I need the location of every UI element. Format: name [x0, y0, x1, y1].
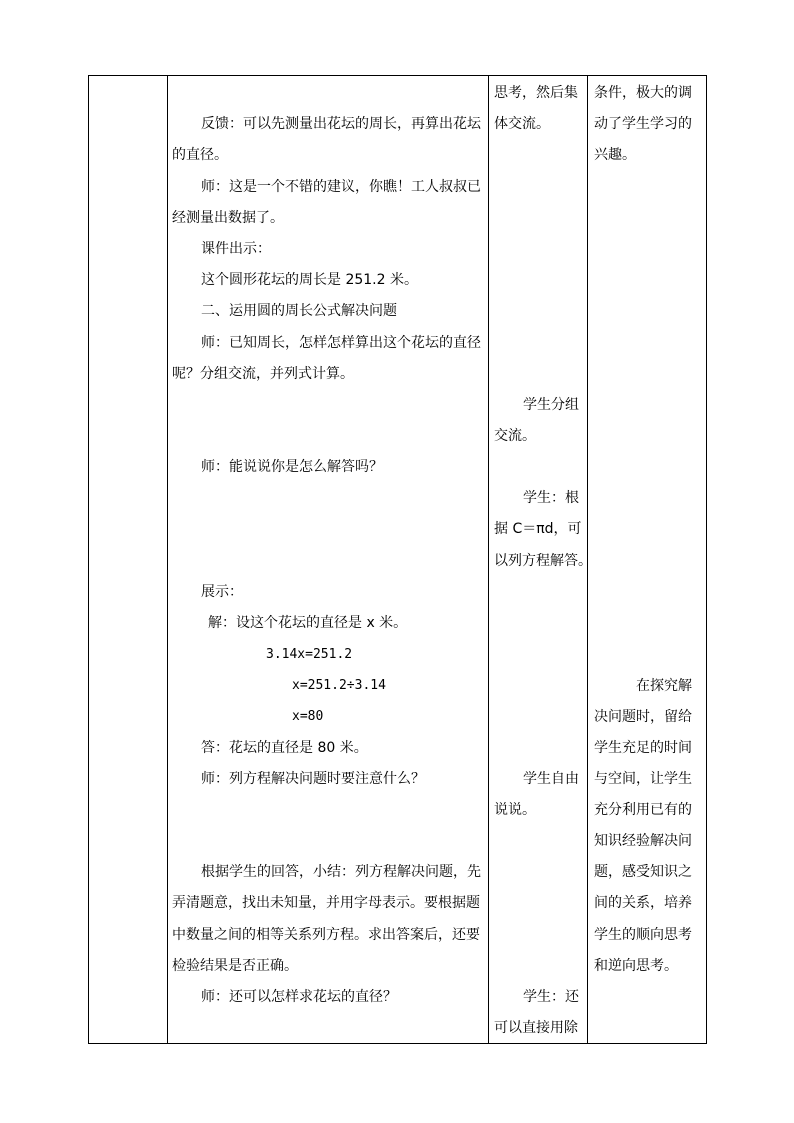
student-activity-line: 体交流。: [494, 116, 550, 132]
design-intent-line: 间的关系，培养: [594, 895, 692, 911]
design-intent-line: 动了学生学习的: [594, 116, 692, 132]
design-intent-line: 在探究解: [636, 678, 692, 694]
design-intent-line: 决问题时，留给: [594, 709, 692, 725]
student-activity-line: 学生分组: [523, 397, 579, 413]
student-activity-line: 据 C＝πd，可: [494, 521, 582, 537]
equation-line: x=251.2÷3.14: [292, 678, 386, 693]
student-activity-line: 以列方程解答。: [494, 553, 592, 569]
equation-line: x=80: [292, 709, 324, 724]
process-line: 弄清题意，找出未知量，并用字母表示。要根据题: [172, 895, 480, 911]
process-line: 师：能说说你是怎么解答吗？: [201, 459, 383, 475]
process-line: 呢？分组交流，并列式计算。: [172, 366, 354, 382]
student-activity-line: 学生：根: [523, 490, 579, 506]
student-activity-line: 交流。: [494, 428, 536, 444]
process-line: 课件出示：: [201, 241, 271, 257]
process-line: 师：还可以怎样求花坛的直径？: [201, 989, 397, 1005]
section-heading: 二、运用圆的周长公式解决问题: [201, 303, 397, 319]
column-divider: [167, 76, 168, 1043]
equation-line: 3.14x=251.2: [266, 647, 353, 662]
student-activity-line: 可以直接用除: [494, 1020, 578, 1036]
design-intent-line: 学生充足的时间: [594, 740, 692, 756]
process-line: 中数量之间的相等关系列方程。求出答案后，还要: [172, 927, 480, 943]
student-activity-line: 思考，然后集: [494, 85, 578, 101]
process-line: 师：已知周长，怎样怎样算出这个花坛的直径: [201, 335, 481, 351]
process-line: 这个圆形花坛的周长是 251.2 米。: [201, 272, 418, 288]
process-line: 展示：: [201, 584, 243, 600]
design-intent-line: 知识经验解决问: [594, 833, 692, 849]
process-line: 师：列方程解决问题时要注意什么？: [201, 771, 425, 787]
column-divider: [488, 76, 489, 1043]
student-activity-line: 说说。: [494, 802, 536, 818]
process-line: 反馈：可以先测量出花坛的周长，再算出花坛: [201, 116, 481, 132]
design-intent-line: 和逆向思考。: [594, 958, 678, 974]
process-line: 师：这是一个不错的建议，你瞧！工人叔叔已: [201, 179, 481, 195]
design-intent-line: 与空间，让学生: [594, 771, 692, 787]
design-intent-line: 兴趣。: [594, 147, 636, 163]
design-intent-line: 学生的顺向思考: [594, 927, 692, 943]
student-activity-line: 学生自由: [523, 771, 579, 787]
solution-line: 解：设这个花坛的直径是 x 米。: [208, 615, 408, 631]
design-intent-line: 条件，极大的调: [594, 85, 692, 101]
design-intent-line: 充分利用已有的: [594, 802, 692, 818]
answer-line: 答：花坛的直径是 80 米。: [201, 740, 368, 756]
process-line: 根据学生的回答，小结：列方程解决问题，先: [201, 864, 481, 880]
process-line: 经测量出数据了。: [172, 210, 284, 226]
process-line: 检验结果是否正确。: [172, 958, 298, 974]
design-intent-line: 题，感受知识之: [594, 864, 692, 880]
process-line: 的直径。: [172, 147, 228, 163]
student-activity-line: 学生：还: [523, 989, 579, 1005]
